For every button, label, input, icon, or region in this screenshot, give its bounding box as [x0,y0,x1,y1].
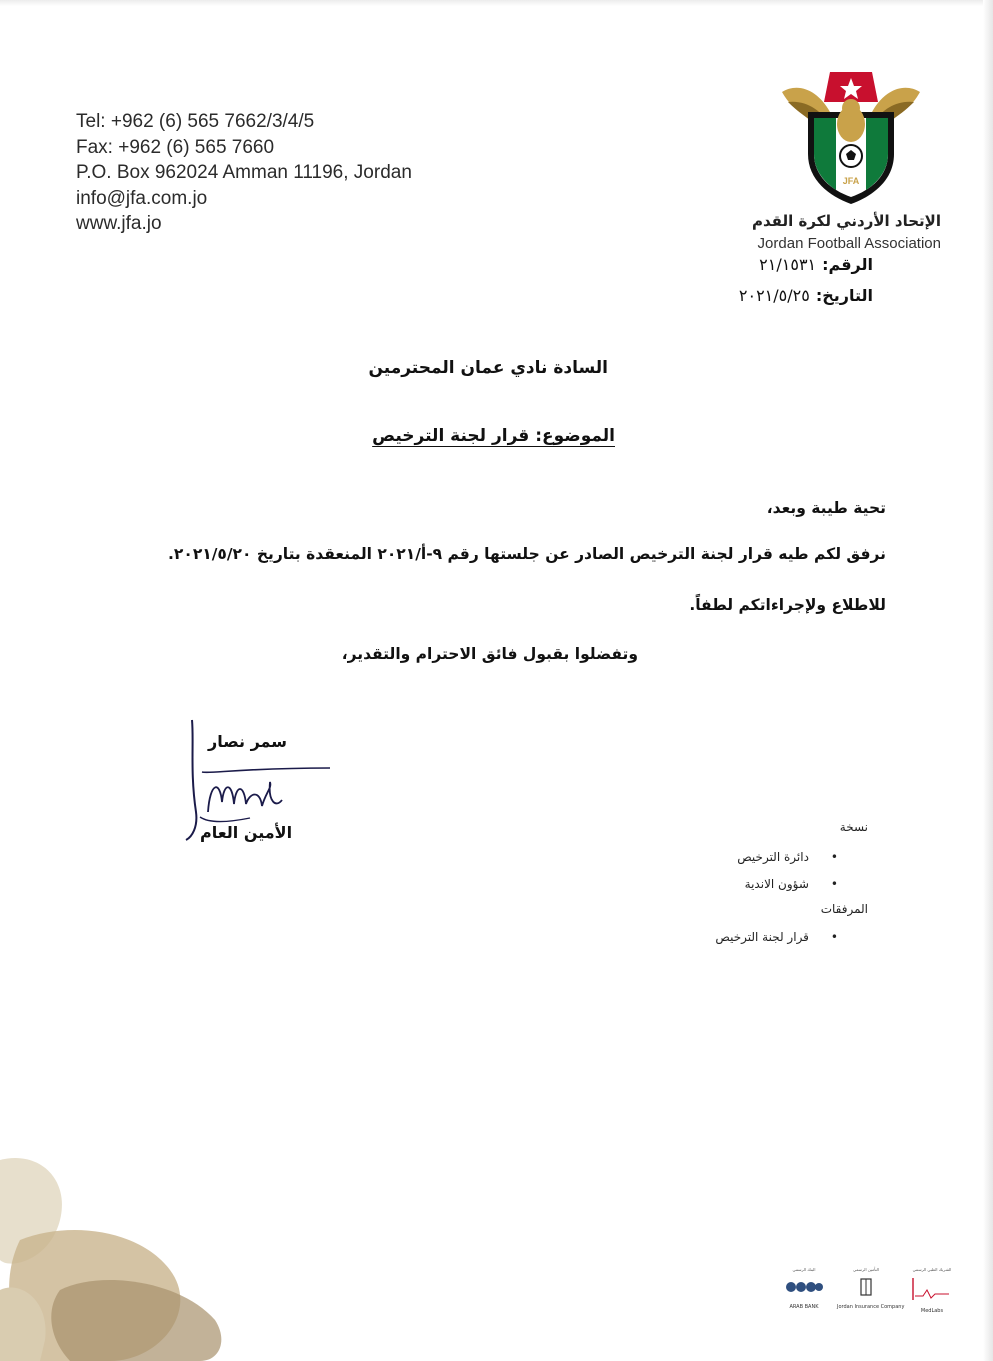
page-edge-shadow-top [0,0,993,6]
reference-date-label: التاريخ: [815,286,873,305]
bullet: • [830,877,838,891]
sponsor-caption: الشريك الطبي الرسمي [912,1267,952,1272]
letter-closing: وتفضلوا بقبول فائق الاحترام والتقدير، [341,645,638,663]
reference-number-label: الرقم: [822,255,873,274]
sponsor-caption: البنك الرسمي [792,1267,816,1272]
letter-subject: الموضوع: قرار لجنة الترخيص [372,426,615,446]
contact-po-box: P.O. Box 962024 Amman 11196, Jordan [76,162,412,183]
copy-item [745,877,838,891]
attachments-label: المرفقات [820,902,868,916]
sponsor-medlabs [903,1268,961,1338]
copy-item-text: دائرة الترخيص [737,850,809,864]
arab-bank-logo-icon [784,1276,824,1298]
sponsor-logos [775,1268,965,1338]
letter-greeting: تحية طيبة وبعد، [766,499,886,517]
page-edge-shadow-right [983,0,993,1361]
sponsor-arab-bank [775,1268,833,1338]
sponsor-name: MedLabs [920,1308,944,1314]
letter-body: نرفق لكم طيه قرار لجنة الترخيص الصادر عن جلستها رقم ٩-أ/٢٠٢١ المنعقدة بتاريخ ٢٠٢١/٥/٢٠. [168,545,886,563]
copy-item [737,850,838,864]
jfa-logo-icon [778,62,924,208]
attachment-item [715,930,838,944]
contact-email: info@jfa.com.jo [76,187,208,209]
org-name-english: Jordan Football Association [757,235,941,252]
copy-item-text: شؤون الاندية [744,877,809,891]
reference-date-value: ٢٠٢١/٥/٢٥ [738,286,810,305]
signatory-name: سمر نصار [208,732,287,751]
bullet: • [830,930,838,944]
signatory-title: الأمين العام [200,823,293,842]
sponsor-insurance [837,1267,905,1338]
sponsor-name: Jordan Insurance Company [837,1304,905,1310]
contact-tel: Tel: +962 (6) 565 7662/3/4/5 [76,111,315,132]
org-name-arabic: الإتحاد الأردني لكرة القدم [752,212,941,230]
logo-text: JFA [842,176,860,186]
reference-number-value: ٢١/١٥٣١ [759,255,817,274]
reference-date [739,286,873,305]
medlabs-logo-icon [909,1276,955,1302]
decorative-watermark-icon [0,1140,230,1361]
contact-fax: Fax: +962 (6) 565 7660 [76,136,275,158]
bullet: • [830,850,838,864]
letter-recipient: السادة نادي عمان المحترمين [368,358,608,378]
reference-number [759,255,873,274]
attachment-item-text: قرار لجنة الترخيص [715,930,809,944]
contact-block [76,109,412,237]
letter-request: للاطلاع ولإجراءاتكم لطفاً. [689,596,886,614]
copy-label: نسخة [839,820,868,834]
sponsor-caption: التأمين الرسمي [853,1267,879,1272]
contact-website: www.jfa.jo [76,213,162,234]
insurance-logo-icon [851,1276,881,1298]
sponsor-name: ARAB BANK [789,1304,819,1310]
